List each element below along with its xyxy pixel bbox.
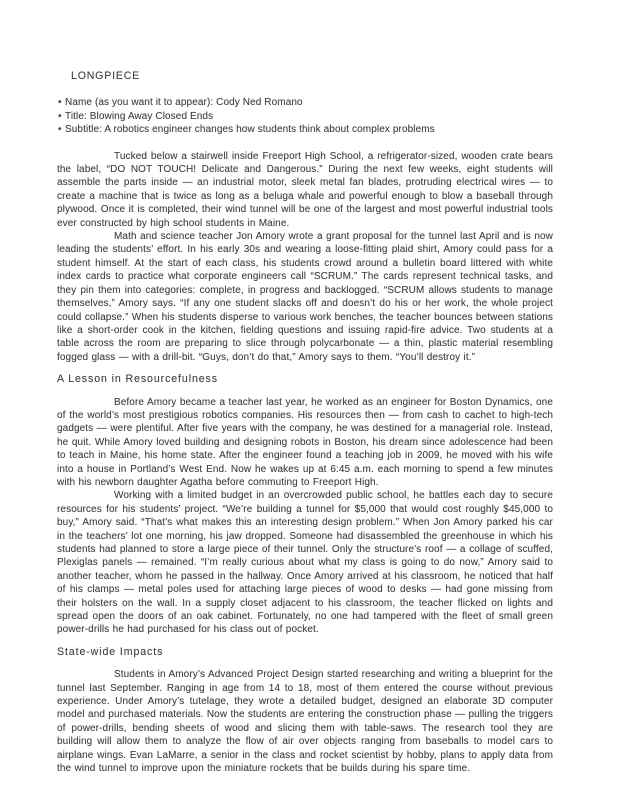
bullet-item-name [58, 96, 553, 109]
bullet-icon: • [58, 97, 62, 109]
bullet-text: Name (as you want it to appear): Cody Ned Romano [65, 97, 303, 109]
intro-paragraph-1: Tucked below a stairwell inside Freeport High School, a refrigerator-sized, wooden crate bears the label, “DO NOT TOUCH! Delicate and Dangerous.” During the next few weeks, eight students will assemble the parts inside — an industrial motor, sleek metal fan blades, protruding electrical wires — to create a machine that is twice as long as a beluga whale and powerful enough to blow a baseball through plywood. Once it is completed, their wind tunnel will be one of the largest and most powerful industrial tools ever constructed by high school students in Maine. [57, 150, 553, 229]
document-label: LONGPIECE [71, 70, 141, 82]
bullet-icon: • [58, 110, 62, 122]
bullet-text: Subtitle: A robotics engineer changes how students think about complex problems [65, 124, 435, 136]
document-content [57, 70, 553, 776]
resourcefulness-paragraph-2: Working with a limited budget in an overcrowded public school, he battles each day to secure resources for his students’ project. “We’re building a tunnel for $5,000 that would cost roughly $45,000 to buy,” Amory said. “That’s what makes this an interesting design problem.” When Jon Amory parked his car in the teachers’ lot one morning, his jaw dropped. Someone had disassembled the greenhouse in which his students had planned to store a large piece of their tunnel. Only the structure’s roof — a collage of scuffed, Plexiglas panels — remained. “I’m really curious about what my class is going to do now,” Amory said to another teacher, whom he passed in the hallway. Once Amory arrived at his classroom, he noticed that half of his clamps — metal poles used for attaching large pieces of wood to desks — had gone missing from their holsters on the wall. In a supply closet adjacent to his classroom, the teacher flicked on lights and spread open the doors of an oak cabinet. Fortunately, no one had tampered with the fleet of small green power-drills he had purchased for his class out of pocket. [57, 490, 553, 636]
meta-bullet-list [58, 96, 553, 136]
section-heading-resourcefulness: A Lesson in Resourcefulness [57, 373, 218, 386]
impacts-paragraph-1: Students in Amory’s Advanced Project Design started researching and writing a blueprint for the tunnel last September. Ranging in age from 14 to 18, most of them entered the course without previous experience. Under Amory’s tutelage, they wrote a detailed budget, designed an elaborate 3D computer model and purchased materials. Now the students are entering the construction phase — pulling the triggers of power-drills, bending sheets of wood and slicing them with table-saws. The research tool they are building will allow them to analyze the flow of air over objects ranging from baseballs to model cars to airplane wings. Evan LaMarre, a senior in the class and rocket scientist by hobby, plans to apply data from the wind tunnel to improve upon the miniature rockets that be builds during his spare time. [57, 669, 553, 775]
bullet-text: Title: Blowing Away Closed Ends [65, 110, 214, 122]
bullet-item-subtitle [58, 123, 553, 136]
bullet-item-title [58, 110, 553, 123]
resourcefulness-paragraph-1: Before Amory became a teacher last year, he worked as an engineer for Boston Dynamics, one of the world’s most prestigious robotics companies. His resources then — from cash to cachet to high-tech gadgets — were plentiful. After five years with the company, he was destined for a managerial role. Instead, he quit. While Amory loved building and designing robots in Boston, his dream since adolescence had been to teach in Maine, his home state. After the engineer found a teaching job in 2009, he moved with his wife into a house in Portland’s West End. Now he wakes up at 6:45 a.m. each morning to spend a few minutes with his newborn daughter Agatha before commuting to Freeport High. [57, 396, 553, 488]
section-heading-impacts: State-wide Impacts [57, 645, 164, 658]
intro-paragraph-2: Math and science teacher Jon Amory wrote a grant proposal for the tunnel last April and is now leading the students’ effort. In his early 30s and wearing a loose-fitting plaid shirt, Amory could pass for a student himself. At the start of each class, his students crowd around a bulletin board littered with white index cards to practice what corporate engineers call “SCRUM.” The cards represent technical tasks, and they pin them into categories: complete, in progress and backlogged. “SCRUM allows students to manage themselves,” Amory says. “If any one student slacks off and doesn’t do his or her work, the whole project could collapse.” When his students disperse to various work benches, the teacher bounces between stations like a short-order cook in the kitchen, fielding questions and issuing rapid-fire advice. Two students at a table across the room are preparing to slice through polycarbonate — a thin, plastic material resembling fogged glass — with a drill-bit. “Guys, don’t do that,” Amory says to them. “You’ll destroy it.” [57, 231, 553, 363]
bullet-icon: • [58, 124, 62, 136]
